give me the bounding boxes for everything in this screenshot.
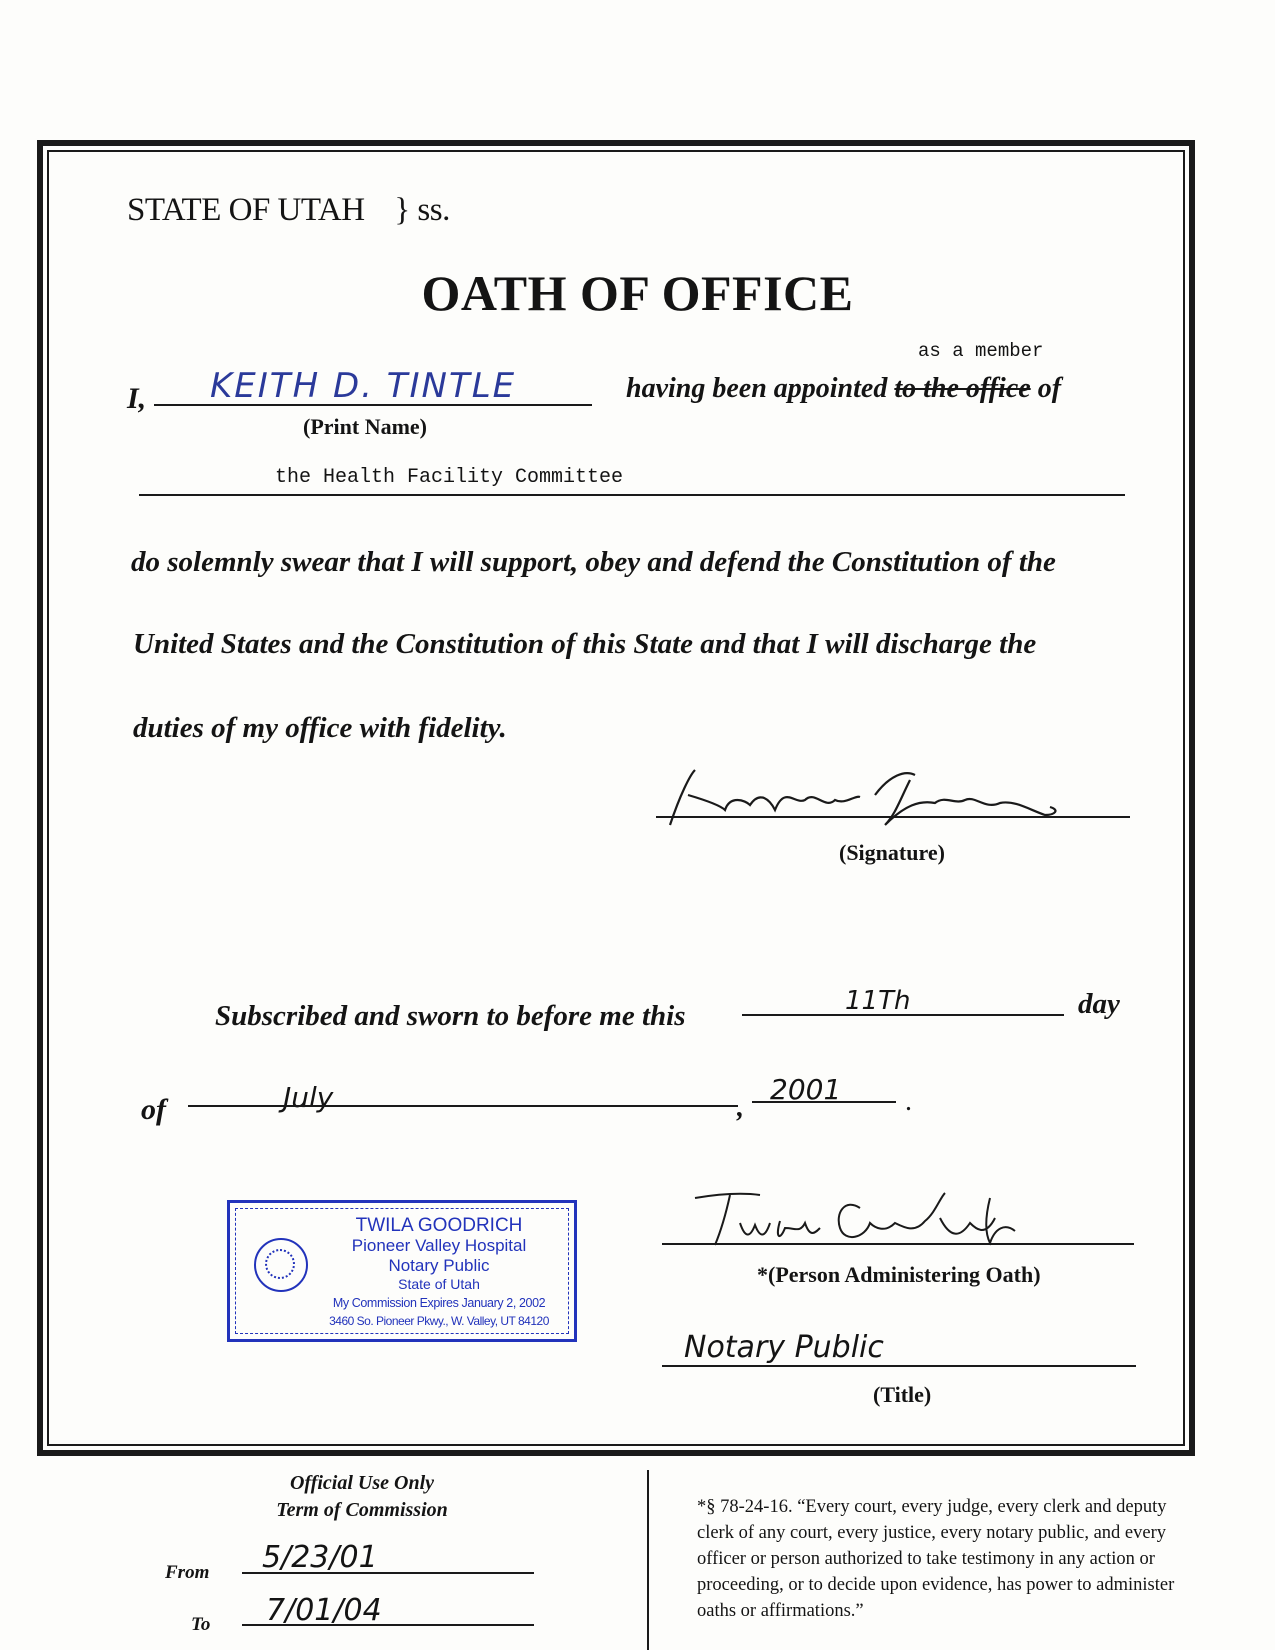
to-value: 7/01/04 [266, 1593, 382, 1628]
from-line [242, 1572, 534, 1574]
vertical-divider [647, 1470, 649, 1650]
state-heading [127, 192, 450, 229]
signature-image [650, 755, 1070, 840]
state-name: STATE OF UTAH [127, 192, 365, 228]
subscribed-text: Subscribed and sworn to before me this [215, 1000, 686, 1032]
to-line [242, 1624, 534, 1626]
day-line [742, 1014, 1064, 1016]
title-value: Notary Public [684, 1330, 884, 1365]
day-label: day [1078, 988, 1120, 1020]
title-line [662, 1365, 1136, 1367]
to-label: To [191, 1614, 211, 1635]
administrator-line [662, 1243, 1134, 1245]
having-text: having been appointed [626, 373, 888, 404]
print-name-label: (Print Name) [303, 414, 428, 439]
appointed-line [626, 373, 1061, 405]
office-value: the Health Facility Committee [275, 466, 624, 489]
official-use-heading [247, 1470, 477, 1524]
signature-label: (Signature) [839, 840, 945, 865]
title-label: (Title) [873, 1382, 932, 1407]
official-use-title: Official Use Only [289, 1472, 435, 1494]
stamp-role: Notary Public [388, 1256, 490, 1275]
stamp-address: 3460 So. Pioneer Pkwy., W. Valley, UT 84120 [329, 1314, 549, 1328]
period: . [905, 1086, 912, 1117]
notary-stamp [227, 1200, 577, 1342]
struck-text: to the office [894, 373, 1031, 404]
printed-name: KEITH D. TINTLE [210, 366, 517, 406]
oath-line-2: United States and the Constitution of this State and that I will discharge the [133, 628, 1037, 660]
day-value: 11Th [845, 986, 911, 1016]
office-line [139, 494, 1125, 496]
year-line [752, 1101, 896, 1103]
year-value: 2001 [770, 1073, 842, 1106]
page-title: OATH OF OFFICE [421, 265, 854, 321]
term-of-commission: Term of Commission [276, 1499, 448, 1521]
oath-line-1: do solemnly swear that I will support, obey and defend the Constitution of the [131, 546, 1056, 578]
oath-line-3: duties of my office with fidelity. [133, 712, 507, 744]
ss-marker: } ss. [394, 192, 450, 228]
signature-line [656, 816, 1130, 818]
statute-footnote: *§ 78-24-16. “Every court, every judge, every clerk and deputy clerk of any court, every justice, every notary public, and every officer or person authorized to take testimony in any action or proceeding, or to decide upon evidence, has power to administer oaths or affirmations.” [697, 1497, 1175, 1621]
month-value: July [283, 1081, 334, 1114]
stamp-state: State of Utah [398, 1276, 480, 1292]
stamp-org: Pioneer Valley Hospital [351, 1236, 527, 1255]
from-label: From [165, 1562, 210, 1583]
inserted-text: as a member [918, 340, 1044, 362]
comma: , [737, 1092, 744, 1123]
administrator-label: *(Person Administering Oath) [757, 1262, 1041, 1287]
stamp-name: TWILA GOODRICH [355, 1215, 523, 1236]
month-line [188, 1105, 738, 1107]
of-text: of [1037, 373, 1062, 404]
i-prefix: I, [127, 382, 147, 415]
from-value: 5/23/01 [262, 1540, 378, 1575]
of-label: of [141, 1093, 166, 1126]
notary-seal-icon [254, 1238, 308, 1292]
stamp-commission: My Commission Expires January 2, 2002 [332, 1296, 546, 1310]
